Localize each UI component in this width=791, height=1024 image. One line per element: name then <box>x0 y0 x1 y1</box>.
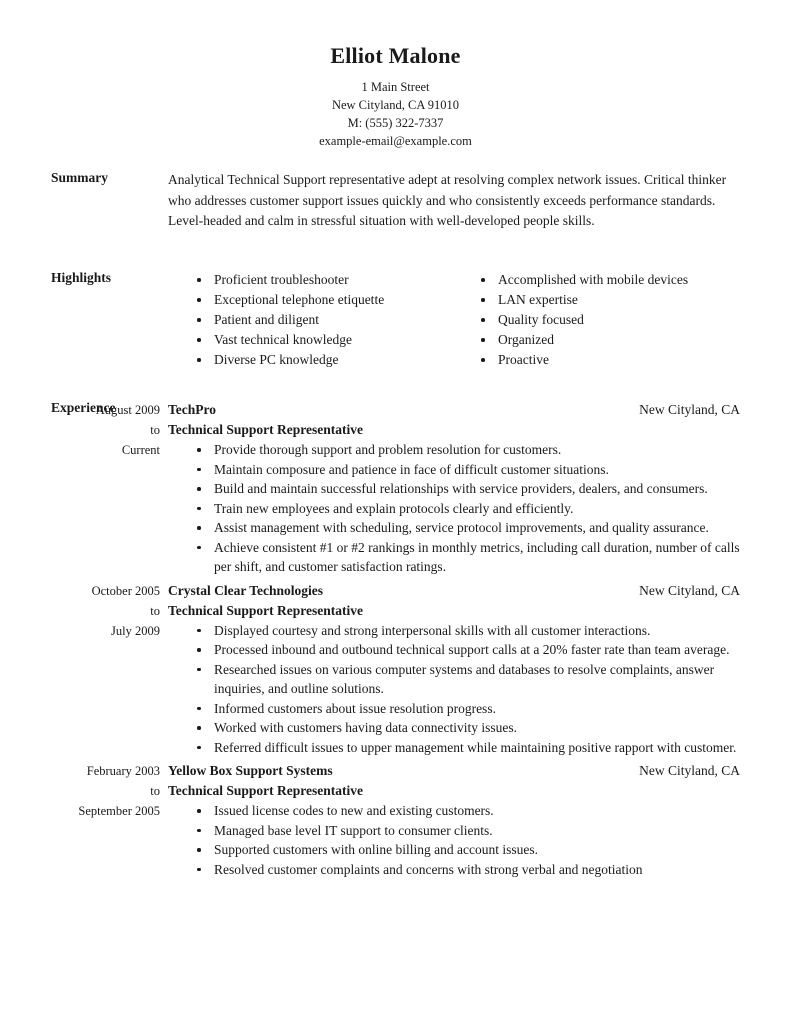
experience-entry <box>0 581 791 758</box>
highlights-list-right <box>477 270 777 370</box>
highlights-list-left <box>193 270 463 370</box>
company-name: Crystal Clear Technologies <box>168 582 323 598</box>
experience-bullets <box>193 440 740 577</box>
list-item: Informed customers about issue resolution progress. <box>193 699 740 719</box>
company-name: Yellow Box Support Systems <box>168 763 333 779</box>
list-item: Worked with customers having data connectivity issues. <box>193 718 740 738</box>
date-separator: to <box>150 784 160 799</box>
job-title: Technical Support Representative <box>168 783 364 799</box>
date-start: August 2009 <box>95 403 160 418</box>
list-item: Assist management with scheduling, service protocol improvements, and quality assurance. <box>193 518 740 538</box>
list-item: Vast technical knowledge <box>193 330 463 350</box>
contact-city-state-zip: New Cityland, CA 91010 <box>331 98 460 113</box>
experience-details <box>168 400 740 577</box>
list-item: Diverse PC knowledge <box>193 350 463 370</box>
experience-dates <box>0 400 160 460</box>
list-item: Patient and diligent <box>193 310 463 330</box>
list-item: Displayed courtesy and strong interpersonal skills with all customer interactions. <box>193 621 740 641</box>
list-item: Proficient troubleshooter <box>193 270 463 290</box>
list-item: Train new employees and explain protocols clearly and efficiently. <box>193 499 740 519</box>
highlights-columns <box>193 270 791 370</box>
experience-entry <box>0 761 791 879</box>
highlights-column-right <box>477 270 777 370</box>
experience-details <box>168 761 740 879</box>
contact-phone: M: (555) 322-7337 <box>347 116 444 131</box>
experience-heading: Experience <box>51 400 116 416</box>
list-item: Maintain composure and patience in face of difficult customer situations. <box>193 460 740 480</box>
job-title: Technical Support Representative <box>168 602 364 618</box>
list-item: Issued license codes to new and existing customers. <box>193 801 740 821</box>
date-start: February 2003 <box>86 764 160 779</box>
list-item: LAN expertise <box>477 290 777 310</box>
section-highlights <box>0 270 791 382</box>
date-start: October 2005 <box>91 583 160 598</box>
summary-body: Analytical Technical Support representative adept at resolving complex network issues. Critical thinker who addresses customer support issues quickly and who consistently exceeds performance standards. Level-headed and calm in stressful situation with well-developed people skills. <box>168 172 727 229</box>
list-item: Researched issues on various computer systems and databases to resolve complaints, answer inquiries, and outline solutions. <box>193 660 740 699</box>
list-item: Accomplished with mobile devices <box>477 270 777 290</box>
company-location: New Cityland, CA <box>639 402 740 418</box>
list-item: Exceptional telephone etiquette <box>193 290 463 310</box>
job-title: Technical Support Representative <box>168 422 364 438</box>
highlights-column-left <box>193 270 463 370</box>
date-separator: to <box>150 423 160 438</box>
date-end: July 2009 <box>111 623 160 638</box>
company-location: New Cityland, CA <box>639 582 740 598</box>
company-name: TechPro <box>168 402 217 418</box>
date-end: Current <box>121 443 160 458</box>
list-item: Managed base level IT support to consumer clients. <box>193 821 740 841</box>
list-item: Achieve consistent #1 or #2 rankings in monthly metrics, including call duration, number of calls per shift, and customer satisfaction ratings. <box>193 538 740 577</box>
list-item: Quality focused <box>477 310 777 330</box>
section-summary <box>0 170 791 262</box>
experience-company-line <box>168 761 740 781</box>
resume-header <box>0 0 791 150</box>
experience-dates <box>0 581 160 641</box>
section-experience <box>0 400 791 879</box>
experience-bullets <box>193 621 740 758</box>
contact-email: example-email@example.com <box>319 134 472 149</box>
list-item: Proactive <box>477 350 777 370</box>
list-item: Resolved customer complaints and concerns with strong verbal and negotiation <box>193 860 740 880</box>
candidate-name: Elliot Malone <box>330 43 461 68</box>
date-end: September 2005 <box>78 804 160 819</box>
experience-entry <box>0 400 791 577</box>
list-item: Referred difficult issues to upper management while maintaining positive rapport with customer. <box>193 738 740 758</box>
highlights-heading: Highlights <box>51 270 112 286</box>
list-item: Build and maintain successful relationships with service providers, dealers, and consumers. <box>193 479 740 499</box>
experience-bullets <box>193 801 740 879</box>
experience-company-line <box>168 581 740 601</box>
experience-details <box>168 581 740 758</box>
experience-dates <box>0 761 160 821</box>
experience-company-line <box>168 400 740 420</box>
list-item: Provide thorough support and problem resolution for customers. <box>193 440 740 460</box>
list-item: Organized <box>477 330 777 350</box>
contact-block <box>0 78 791 150</box>
date-separator: to <box>150 603 160 618</box>
list-item: Processed inbound and outbound technical support calls at a 20% faster rate than team average. <box>193 640 740 660</box>
summary-heading: Summary <box>51 170 108 186</box>
company-location: New Cityland, CA <box>639 763 740 779</box>
contact-address: 1 Main Street <box>361 80 430 95</box>
experience-entries <box>0 400 791 879</box>
list-item: Supported customers with online billing and account issues. <box>193 840 740 860</box>
